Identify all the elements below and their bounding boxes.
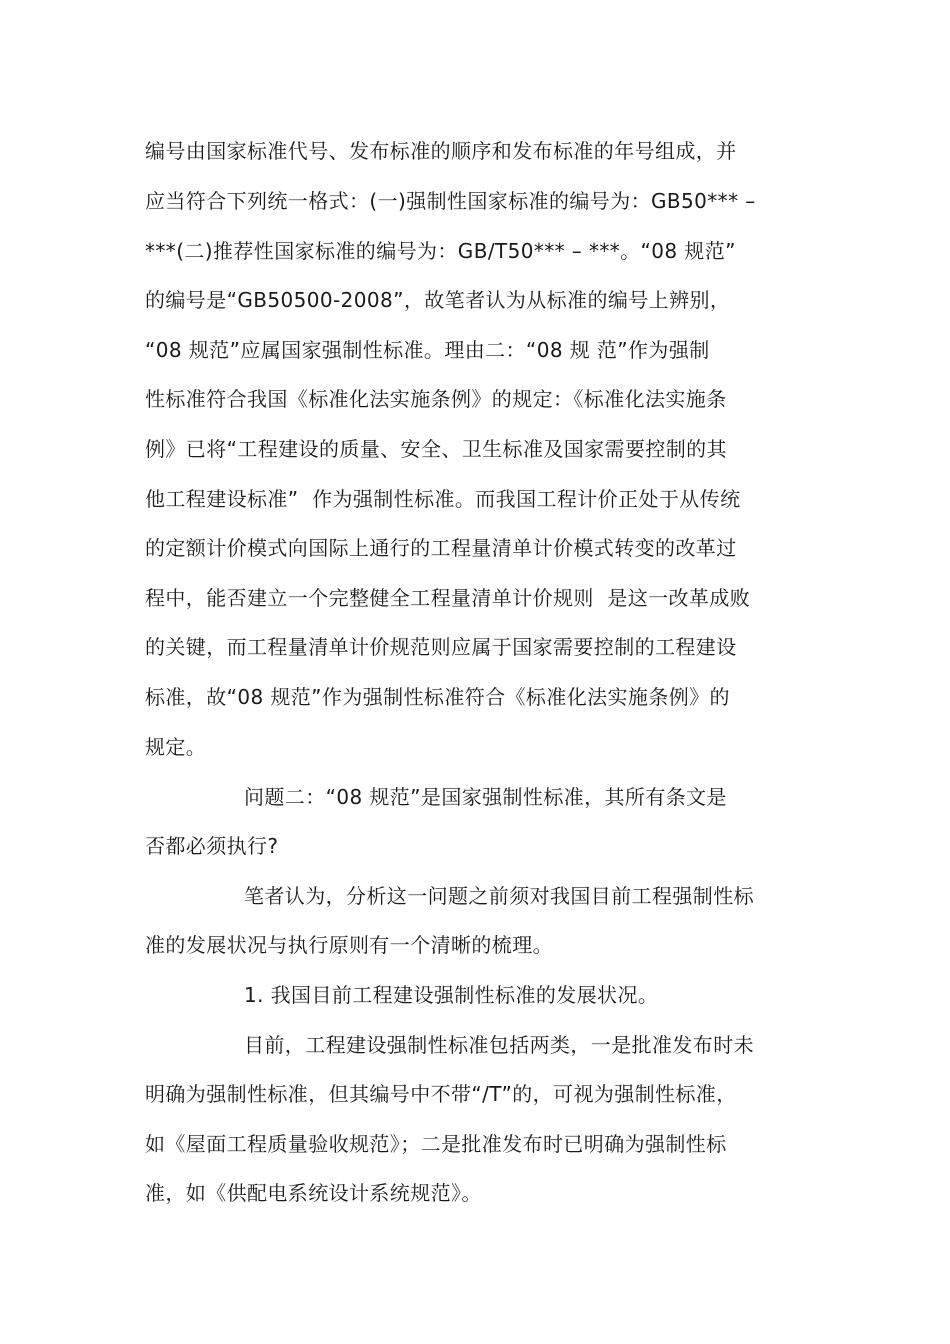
text-line: 他工程建设标准” 作为强制性标准。而我国工程计价正处于从传统	[145, 487, 741, 511]
text-line: 如《屋面工程质量验收规范》；二是批准发布时已明确为强制性标	[145, 1132, 727, 1156]
paragraph-start: 笔者认为，分析这一问题之前须对我国目前工程强制性标	[244, 884, 754, 908]
text-line: 应当符合下列统一格式：(一)强制性国家标准的编号为：GB50*** –	[145, 189, 756, 213]
question-heading: 问题二：“08 规范”是国家强制性标准，其所有条文是	[244, 785, 727, 809]
text-line: “08 规范”应属国家强制性标准。理由二：“08 规 范”作为强制	[145, 338, 710, 362]
text-line: 明确为强制性标准，但其编号中不带“/T”的，可视为强制性标准，	[145, 1082, 737, 1106]
text-line: 的编号是“GB50500-2008”，故笔者认为从标准的编号上辨别，	[145, 288, 731, 312]
text-line: 例》已将“工程建设的质量、安全、卫生标准及国家需要控制的其	[145, 437, 727, 461]
text-line: 标准，故“08 规范”作为强制性标准符合《标准化法实施条例》的	[145, 685, 730, 709]
text-line: 准，如《供配电系统设计系统规范》。	[145, 1181, 482, 1205]
text-line: 程中，能否建立一个完整健全工程量清单计价规则 是这一改革成败	[145, 586, 751, 610]
text-line: 的定额计价模式向国际上通行的工程量清单计价模式转变的改革过	[145, 536, 737, 560]
text-line: 准的发展状况与执行原则有一个清晰的梳理。	[145, 933, 553, 957]
text-line: 否都必须执行?	[145, 834, 279, 858]
text-line: ***(二)推荐性国家标准的编号为：GB/T50*** – ***。“08 规范”	[145, 239, 736, 263]
text-line: 规定。	[145, 735, 207, 759]
text-line: 编号由国家标准代号、发布标准的顺序和发布标准的年号组成，并	[145, 139, 737, 163]
paragraph-start: 目前，工程建设强制性标准包括两类，一是批准发布时未	[244, 1033, 754, 1057]
section-heading: 1. 我国目前工程建设强制性标准的发展状况。	[244, 983, 659, 1007]
text-line: 的关键，而工程量清单计价规范则应属于国家需要控制的工程建设	[145, 635, 737, 659]
text-line: 性标准符合我国《标准化法实施条例》的规定：《标准化法实施条	[145, 387, 727, 411]
